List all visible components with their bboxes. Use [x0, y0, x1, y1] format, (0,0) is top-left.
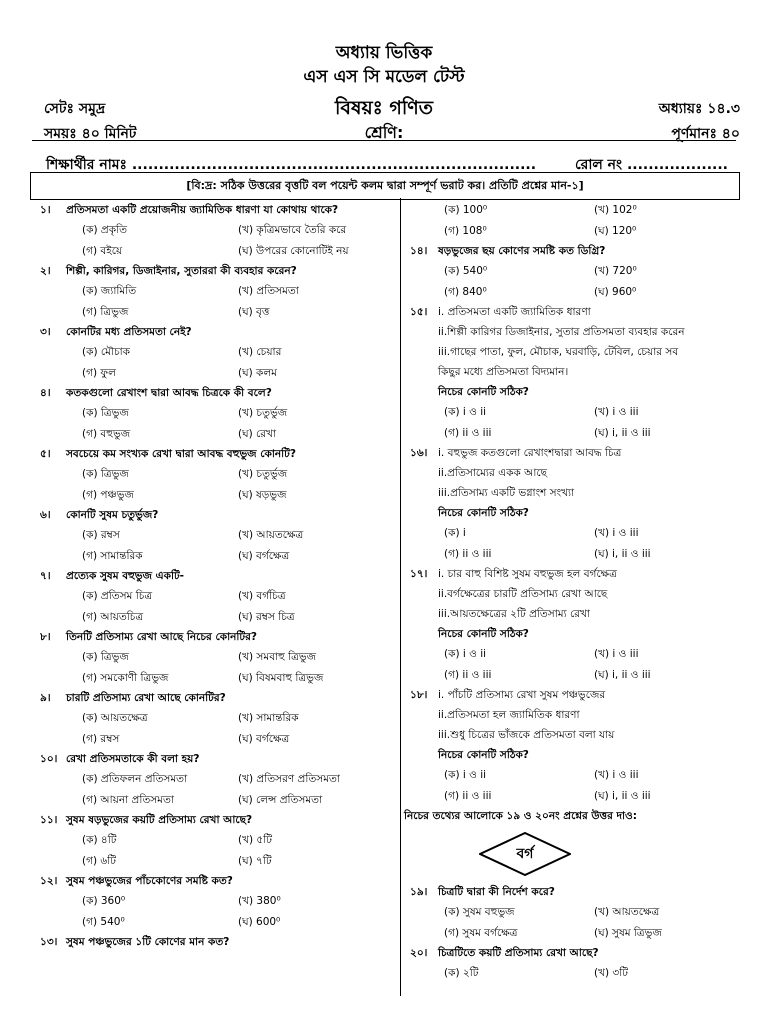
- option: (খ) বর্গচিত্র: [238, 590, 286, 602]
- option: (গ) আয়না প্রতিসমতা: [82, 793, 174, 806]
- question-7: ৭। প্রত্যেক সুষম বহুভুজ একটি-: [40, 570, 185, 582]
- exam-title: অধ্যায় ভিত্তিক: [335, 43, 433, 63]
- class-label: শ্রেণি:: [364, 123, 404, 142]
- option: (ঘ) ষড়ভুজ: [238, 488, 287, 501]
- subject-label: বিষয়ঃ গণিত: [334, 97, 434, 119]
- option: (ক) 360⁰: [82, 895, 126, 907]
- option: (ক) প্রতিফলন প্রতিসমতা: [82, 773, 188, 785]
- q14-options: (ক) 540⁰ (খ) 720⁰ (গ) 840⁰ (ঘ) 960⁰: [444, 265, 637, 298]
- ask: নিচের কোনটি সঠিক?: [438, 386, 529, 398]
- option: (খ) চেয়ার: [238, 346, 282, 358]
- q16-options: (ক) i (খ) i ও iii (গ) ii ও iii (ঘ) i, ii ও iii: [444, 527, 651, 560]
- option: (গ) আয়তচিত্র: [82, 610, 144, 623]
- option: (খ) চতুর্ভুজ: [238, 468, 288, 480]
- question-1: ১। প্রতিসমতা একটি প্রয়োজনীয় জ্যামিতিক ধারণা যা কোথায় থাকে?: [40, 204, 339, 216]
- options: [30, 708, 394, 749]
- option: (গ) 540⁰: [82, 915, 125, 928]
- q15-options: (ক) i ও ii (খ) i ও iii (গ) ii ও iii (ঘ) i, ii ও iii: [444, 406, 651, 439]
- q18-options: (ক) i ও ii (খ) i ও iii (গ) ii ও iii (ঘ) i, ii ও iii: [444, 769, 651, 802]
- question-20: ২০। চিত্রটিতে কয়টি প্রতিসাম্য রেখা আছে?: [410, 947, 599, 959]
- option: (ঘ) রেখা: [238, 427, 276, 440]
- option: (ঘ) লেন্স প্রতিসমতা: [238, 793, 323, 806]
- option: (গ) সামান্তরিক: [82, 549, 143, 562]
- question-6: ৬। কোনটি সুষম চতুর্ভুজ?: [40, 509, 159, 521]
- question-2: ২। শিল্পী, কারিগর, ডিজাইনার, সুতাররা কী ব্যবহার করেন?: [40, 265, 297, 277]
- option: (ক) প্রকৃতি: [82, 224, 127, 236]
- option: (গ) সমকোণী ত্রিভুজ: [82, 671, 169, 684]
- question-18: ১৮। i. পাঁচটি প্রতিসাম্য রেখা সুষম পঞ্চভুজের: [410, 689, 606, 701]
- option: (ক) ত্রিভুজ: [82, 468, 129, 480]
- ask: নিচের কোনটি সঠিক?: [438, 749, 529, 761]
- statement: ii.শিল্পী কারিগর ডিজাইনার, সুতার প্রতিসমতা ব্যবহার করেন: [438, 326, 685, 338]
- student-name-field: শিক্ষার্থীর নামঃ ............................................................................: [46, 157, 537, 173]
- statement: কিছুর মধ্যে প্রতিসমতা বিদ্যমান।: [438, 366, 569, 378]
- option: (ক) 100⁰: [444, 204, 488, 216]
- option: (গ) ৬টি: [82, 854, 116, 867]
- statement: iii.শুধু চিত্রের ভাঁজকে প্রতিসমতা বলা যায়: [438, 729, 615, 741]
- option: (গ) ফুল: [82, 366, 116, 379]
- option: (খ) 102⁰: [594, 204, 637, 216]
- option: (খ) 380⁰: [238, 895, 281, 907]
- question-8: ৮। তিনটি প্রতিসাম্য রেখা আছে নিচের কোনটির?: [40, 631, 257, 643]
- question-4: ৪। কতকগুলো রেখাংশ দ্বারা আবদ্ধ চিত্রকে কী বলে?: [40, 387, 272, 399]
- option: (ঘ) ৭টি: [238, 854, 272, 867]
- options: [30, 830, 394, 871]
- options: [30, 281, 394, 322]
- full-marks-label: পূর্ণমানঃ ৪০: [671, 126, 740, 142]
- option: (ঘ) উপরের কোনোটিই নয়: [238, 244, 349, 257]
- option: (গ) বইয়ে: [82, 244, 123, 257]
- options: [30, 342, 394, 383]
- option: (খ) প্রতিসমতা: [238, 285, 299, 297]
- option: (ঘ) কলম: [238, 366, 278, 379]
- q17-options: (ক) i ও ii (খ) i ও iii (গ) ii ও iii (ঘ) i, ii ও iii: [444, 648, 651, 681]
- option: (ক) আয়তক্ষেত্র: [82, 712, 148, 724]
- option: (ঘ) বিষমবাহু ত্রিভুজ: [238, 671, 324, 684]
- question-17: ১৭। i. চার বাহু বিশিষ্ট সুষম বহুভুজ হল বর্গক্ষেত্র: [410, 568, 617, 580]
- option: (খ) সামান্তরিক: [238, 712, 299, 724]
- option: (খ) প্রতিসরণ প্রতিসমতা: [238, 773, 340, 785]
- diamond-label: বর্গ: [516, 846, 534, 862]
- options: [30, 647, 394, 688]
- right-column: [404, 200, 744, 984]
- statement: ii.প্রতিসমতা হল জ্যামিতিক ধারণা: [438, 709, 580, 721]
- question-16: ১৬। i. বহুভুজ কতগুলো রেখাংশদ্বারা আবদ্ধ চিত্র: [410, 447, 622, 459]
- option: (ঘ) 600⁰: [238, 915, 281, 928]
- option: (ক) ৪টি: [82, 834, 117, 846]
- option: (খ) সমবাহু ত্রিভুজ: [238, 651, 317, 663]
- options: [30, 525, 394, 566]
- option: (গ) ত্রিভুজ: [82, 305, 129, 318]
- option: (গ) বহুভুজ: [82, 427, 131, 440]
- question-19: ১৯। চিত্রটি দ্বারা কী নির্দেশ করে?: [410, 886, 555, 898]
- question-15: ১৫। i. প্রতিসমতা একটি জ্যামিতিক ধারণা: [410, 306, 591, 318]
- q20-options: (ক) ২টি (খ) ৩টি: [444, 967, 628, 979]
- options: [30, 586, 394, 627]
- option: (গ) পঞ্চভুজ: [82, 488, 134, 501]
- option: (ঘ) বর্গক্ষেত্র: [238, 732, 290, 745]
- info-note: নিচের তথ্যের আলোকে ১৯ ও ২০নং প্রশ্নের উত্তর দাও:: [404, 810, 637, 822]
- ask: নিচের কোনটি সঠিক?: [438, 628, 529, 640]
- exam-subtitle: এস এস সি মডেল টেস্ট: [303, 67, 465, 87]
- roll-field: রোল নং ...................: [574, 157, 728, 173]
- statement: iii.প্রতিসাম্য একটি ভগ্নাংশ সংখ্যা: [438, 487, 575, 499]
- options: [30, 220, 394, 261]
- option: (গ) 108⁰: [444, 224, 487, 237]
- statement: ii.প্রতিসাম্যের একক আছে: [438, 467, 547, 479]
- question-14: ১৪। ষড়ভুজের ছয় কোণের সমষ্টি কত ডিগ্রি?: [410, 245, 606, 257]
- column-divider: [400, 198, 401, 996]
- chapter-label: অধ্যায়ঃ ১৪.৩: [658, 101, 740, 117]
- option: (খ) ৫টি: [238, 834, 272, 846]
- option: (ক) ত্রিভুজ: [82, 407, 129, 419]
- q19-options: (ক) সুষম বহুভুজ (খ) আয়তক্ষেত্র (গ) সুষম বর্গক্ষেত্র (ঘ) সুষম ত্রিভুজ: [444, 906, 662, 939]
- question-3: ৩। কোনটির মধ্য প্রতিসমতা নেই?: [40, 326, 192, 338]
- option: (ঘ) বর্গক্ষেত্র: [238, 549, 290, 562]
- option: (খ) আয়তক্ষেত্র: [238, 529, 304, 541]
- options: [30, 403, 394, 444]
- header-divider: [32, 140, 736, 141]
- option: (ক) প্রতিসম চিত্র: [82, 590, 153, 602]
- options: [30, 891, 394, 932]
- question-11: ১১। সুষম ষড়ভুজের কয়টি প্রতিসাম্য রেখা আছে?: [40, 814, 253, 826]
- option: (ক) ত্রিভুজ: [82, 651, 129, 663]
- question-10: ১০। রেখা প্রতিসমতাকে কী বলা হয়?: [40, 753, 200, 765]
- option: (খ) কৃত্রিমভাবে তৈরি করে: [238, 224, 347, 236]
- diamond-figure: [479, 832, 571, 876]
- instruction-box: [বি:দ্র: সঠিক উত্তরের বৃত্তটি বল পয়েন্ট কলম দ্বারা সম্পূর্ণ ভরাট কর। প্রতিটি প্রশ্নের মান-১]: [30, 172, 740, 200]
- option: (গ) রম্বস: [82, 732, 120, 745]
- option: (ক) মৌচাক: [82, 346, 131, 358]
- question-13: ১৩। সুষম পঞ্চভুজের ১টি কোণের মান কত?: [40, 936, 230, 948]
- time-label: সময়ঃ ৪০ মিনিট: [44, 126, 137, 142]
- ask: নিচের কোনটি সঠিক?: [438, 507, 529, 519]
- option: (ঘ) বৃত্ত: [238, 305, 270, 318]
- statement: ii.বর্গক্ষেত্রের চারটি প্রতিসাম্য রেখা আছে: [438, 588, 608, 600]
- q13-options: [404, 200, 744, 241]
- option: (ক) রম্বস: [82, 529, 120, 541]
- option: (ঘ) রম্বস চিত্র: [238, 610, 295, 623]
- options: [30, 769, 394, 810]
- question-9: ৯। চারটি প্রতিসাম্য রেখা আছে কোনটির?: [40, 692, 226, 704]
- set-label: সেটঃ সমুদ্র: [44, 101, 106, 117]
- option: (ক) জ্যামিতি: [82, 285, 137, 297]
- options: [30, 464, 394, 505]
- question-5: ৫। সবচেয়ে কম সংখ্যক রেখা দ্বারা আবদ্ধ বহুভুজ কোনটি?: [40, 448, 296, 460]
- left-column: [30, 200, 394, 952]
- option: (ঘ) 120⁰: [594, 224, 637, 237]
- statement: iii.গাছের পাতা, ফুল, মৌচাক, ঘরবাড়ি, টেবিল, চেয়ার সব: [438, 346, 679, 358]
- statement: iii.আয়তক্ষেত্রের ২টি প্রতিসাম্য রেখা: [438, 608, 590, 620]
- question-12: ১২। সুষম পঞ্চভুজের পাঁচকোণের সমষ্টি কত?: [40, 875, 233, 887]
- option: (খ) চতুর্ভুজ: [238, 407, 288, 419]
